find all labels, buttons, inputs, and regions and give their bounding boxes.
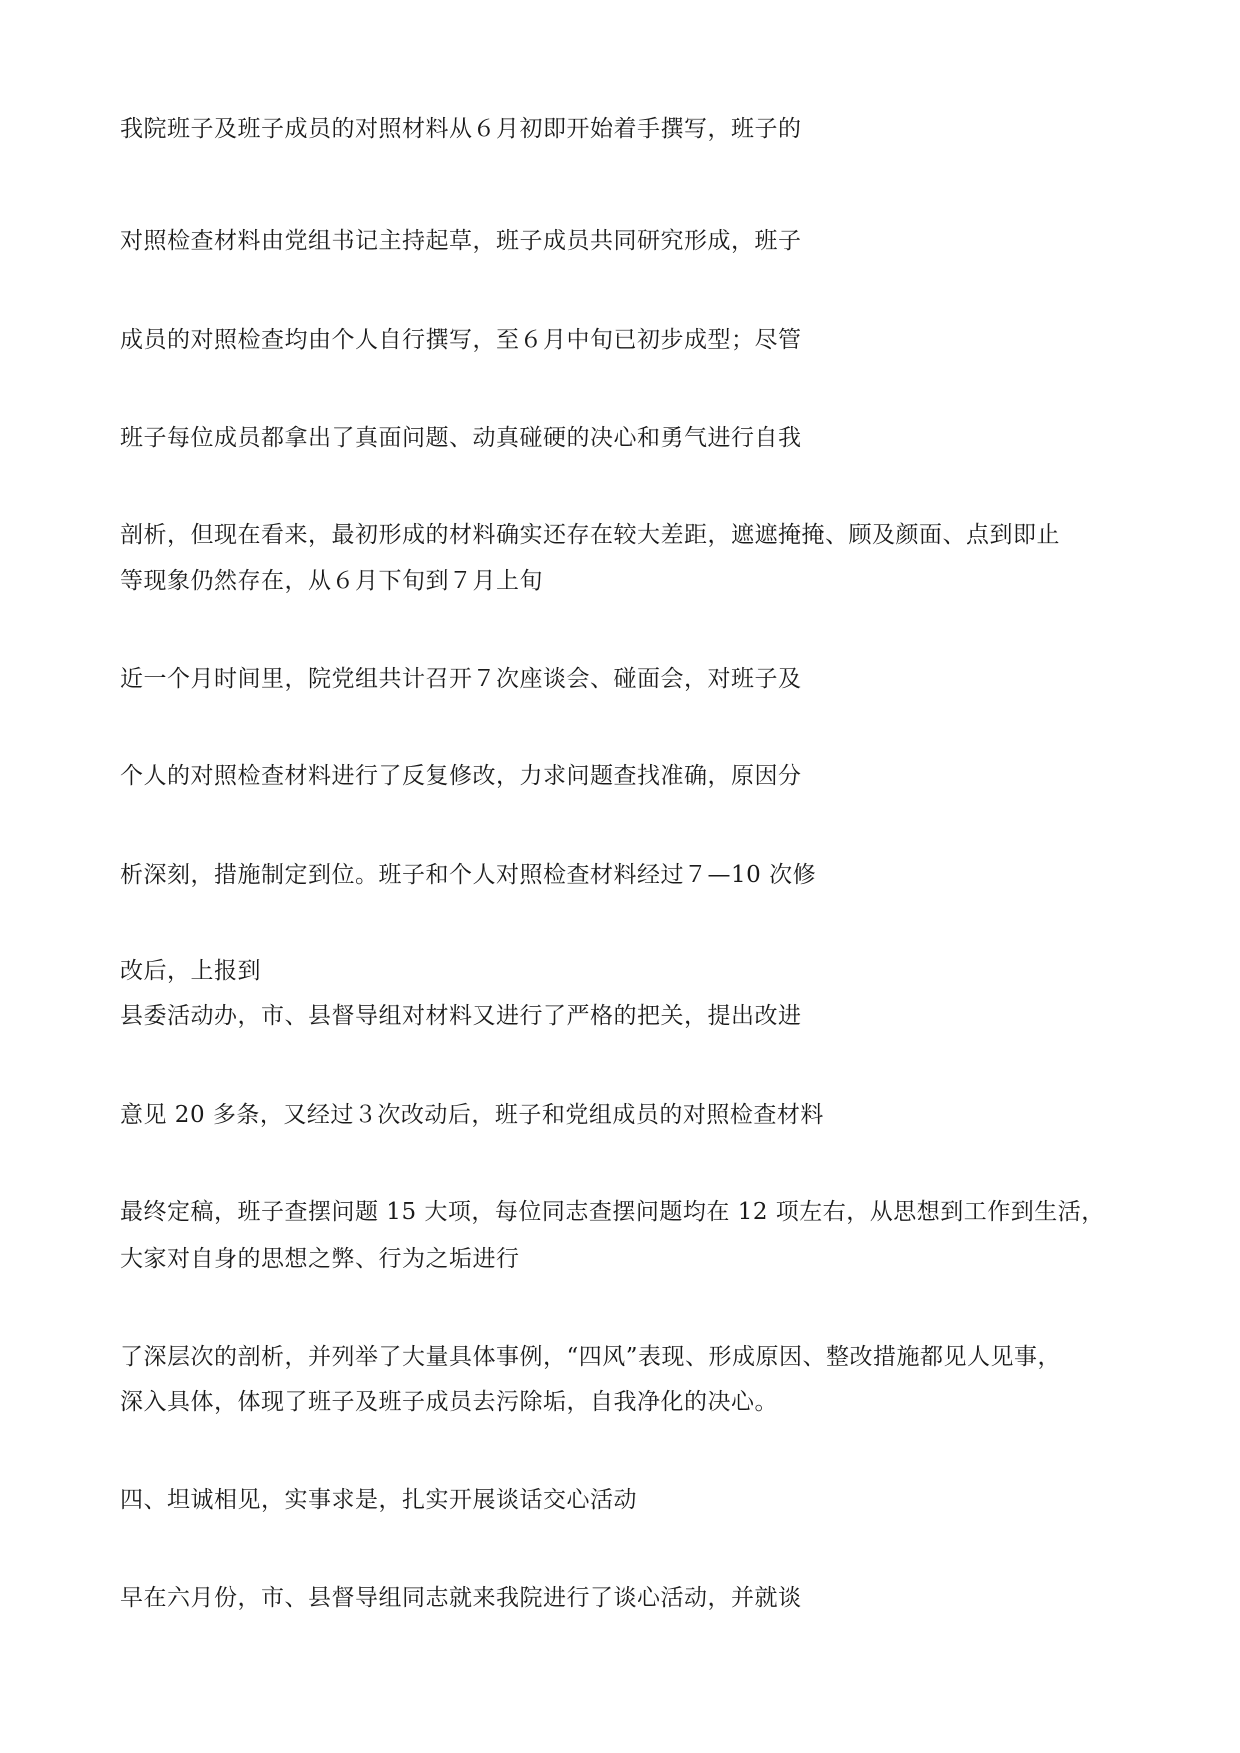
text-line: 个人的对照检查材料进行了反复修改，力求问题查找准确，原因分 [120, 763, 802, 789]
text-line: 剖析，但现在看来，最初形成的材料确实还存在较大差距，遮遮掩掩、顾及颜面、点到即止 [120, 522, 1060, 548]
text-line: 意见 20 多条，又经过３次改动后，班子和党组成员的对照检查材料 [120, 1102, 824, 1128]
text-line: 班子每位成员都拿出了真面问题、动真碰硬的决心和勇气进行自我 [120, 425, 802, 451]
text-line: 县委活动办，市、县督导组对材料又进行了严格的把关，提出改进 [120, 1003, 802, 1029]
text-line: 等现象仍然存在，从６月下旬到７月上旬 [120, 568, 543, 594]
text-line: 近一个月时间里，院党组共计召开７次座谈会、碰面会，对班子及 [120, 666, 802, 692]
text-line: 我院班子及班子成员的对照材料从６月初即开始着手撰写，班子的 [120, 116, 802, 142]
text-line: 早在六月份，市、县督导组同志就来我院进行了谈心活动，并就谈 [120, 1585, 802, 1611]
text-line: 大家对自身的思想之弊、行为之垢进行 [120, 1246, 520, 1272]
section-heading: 四、坦诚相见，实事求是，扎实开展谈话交心活动 [120, 1487, 637, 1513]
text-line: 了深层次的剖析，并列举了大量具体事例，“四风”表现、形成原因、整改措施都见人见事， [120, 1344, 1062, 1370]
text-line: 成员的对照检查均由个人自行撰写，至６月中旬已初步成型；尽管 [120, 327, 802, 353]
text-line: 对照检查材料由党组书记主持起草，班子成员共同研究形成，班子 [120, 228, 802, 254]
text-line: 深入具体，体现了班子及班子成员去污除垢，自我净化的决心。 [120, 1389, 778, 1415]
text-line: 改后，上报到 [120, 958, 261, 984]
text-line: 最终定稿，班子查摆问题 15 大项，每位同志查摆问题均在 12 项左右，从思想到工作到生活， [120, 1199, 1105, 1225]
text-line: 析深刻，措施制定到位。班子和个人对照检查材料经过７—10 次修 [120, 862, 817, 888]
